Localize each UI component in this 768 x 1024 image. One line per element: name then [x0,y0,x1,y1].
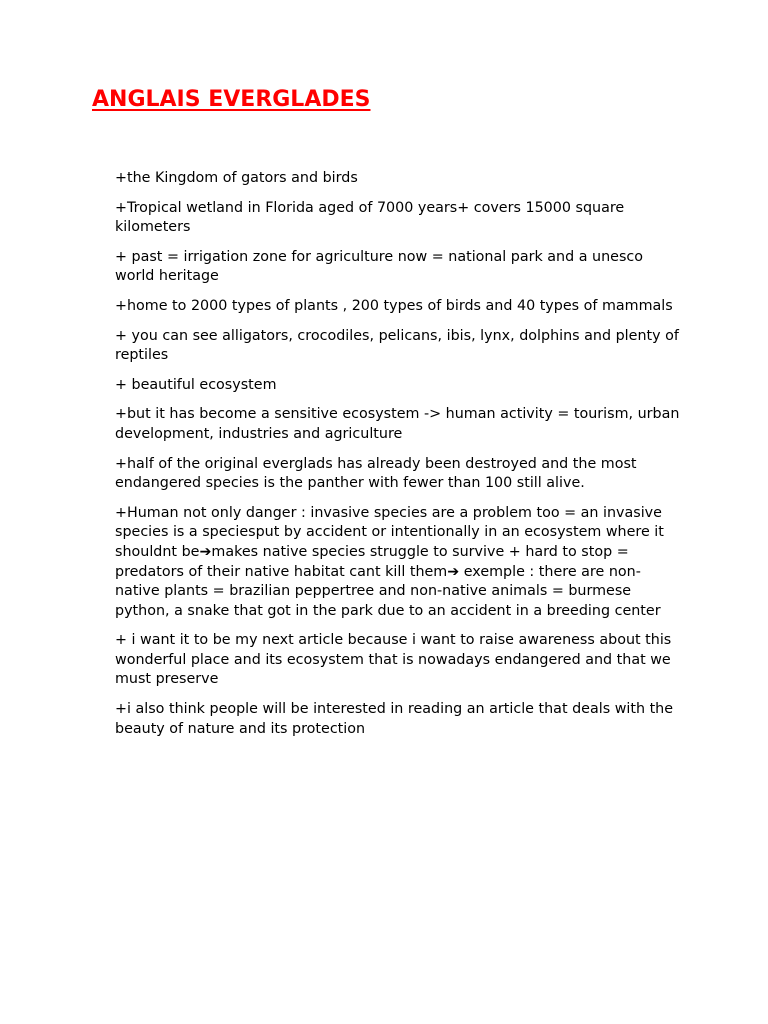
note-paragraph: +Tropical wetland in Florida aged of 7000 years+ covers 15000 square kilometers [115,199,625,236]
note-paragraph: + i want it to be my next article because i want to raise awareness about this wonderful place and its ecosystem that is nowadays endangered and that we must preserve [115,632,672,688]
note-paragraph: +half of the original everglads has already been destroyed and the most endangered species is the panther with fewer than 100 still alive. [115,455,637,492]
note-paragraph: +home to 2000 types of plants , 200 types of birds and 40 types of mammals [115,297,673,314]
note-paragraph: +the Kingdom of gators and birds [115,170,358,186]
note-paragraph: + you can see alligators, crocodiles, pelicans, ibis, lynx, dolphins and plenty of reptiles [115,327,679,364]
document-title: ANGLAIS EVERGLADES [92,87,371,112]
note-paragraph: +i also think people will be interested in reading an article that deals with the beauty of nature and its protection [115,701,674,737]
note-paragraph: +Human not only danger : invasive species are a problem too = an invasive species is a speciesput by accident or intentionally in an ecosystem where it shouldnt be➔makes native species struggle to survive + hard to stop = predators of their native habitat cant kill them➔ exemple : there are non-native plants = brazilian peppertree and non-native animals = burmese python, a snake that got in the park due to an accident in a breeding center [115,504,664,619]
note-paragraph: + beautiful ecosystem [115,376,277,393]
notes-list [115,169,681,749]
note-paragraph: + past = irrigation zone for agriculture now = national park and a unesco world heritage [115,248,644,285]
note-paragraph: +but it has become a sensitive ecosystem -> human activity = tourism, urban development, industries and agriculture [115,406,680,442]
